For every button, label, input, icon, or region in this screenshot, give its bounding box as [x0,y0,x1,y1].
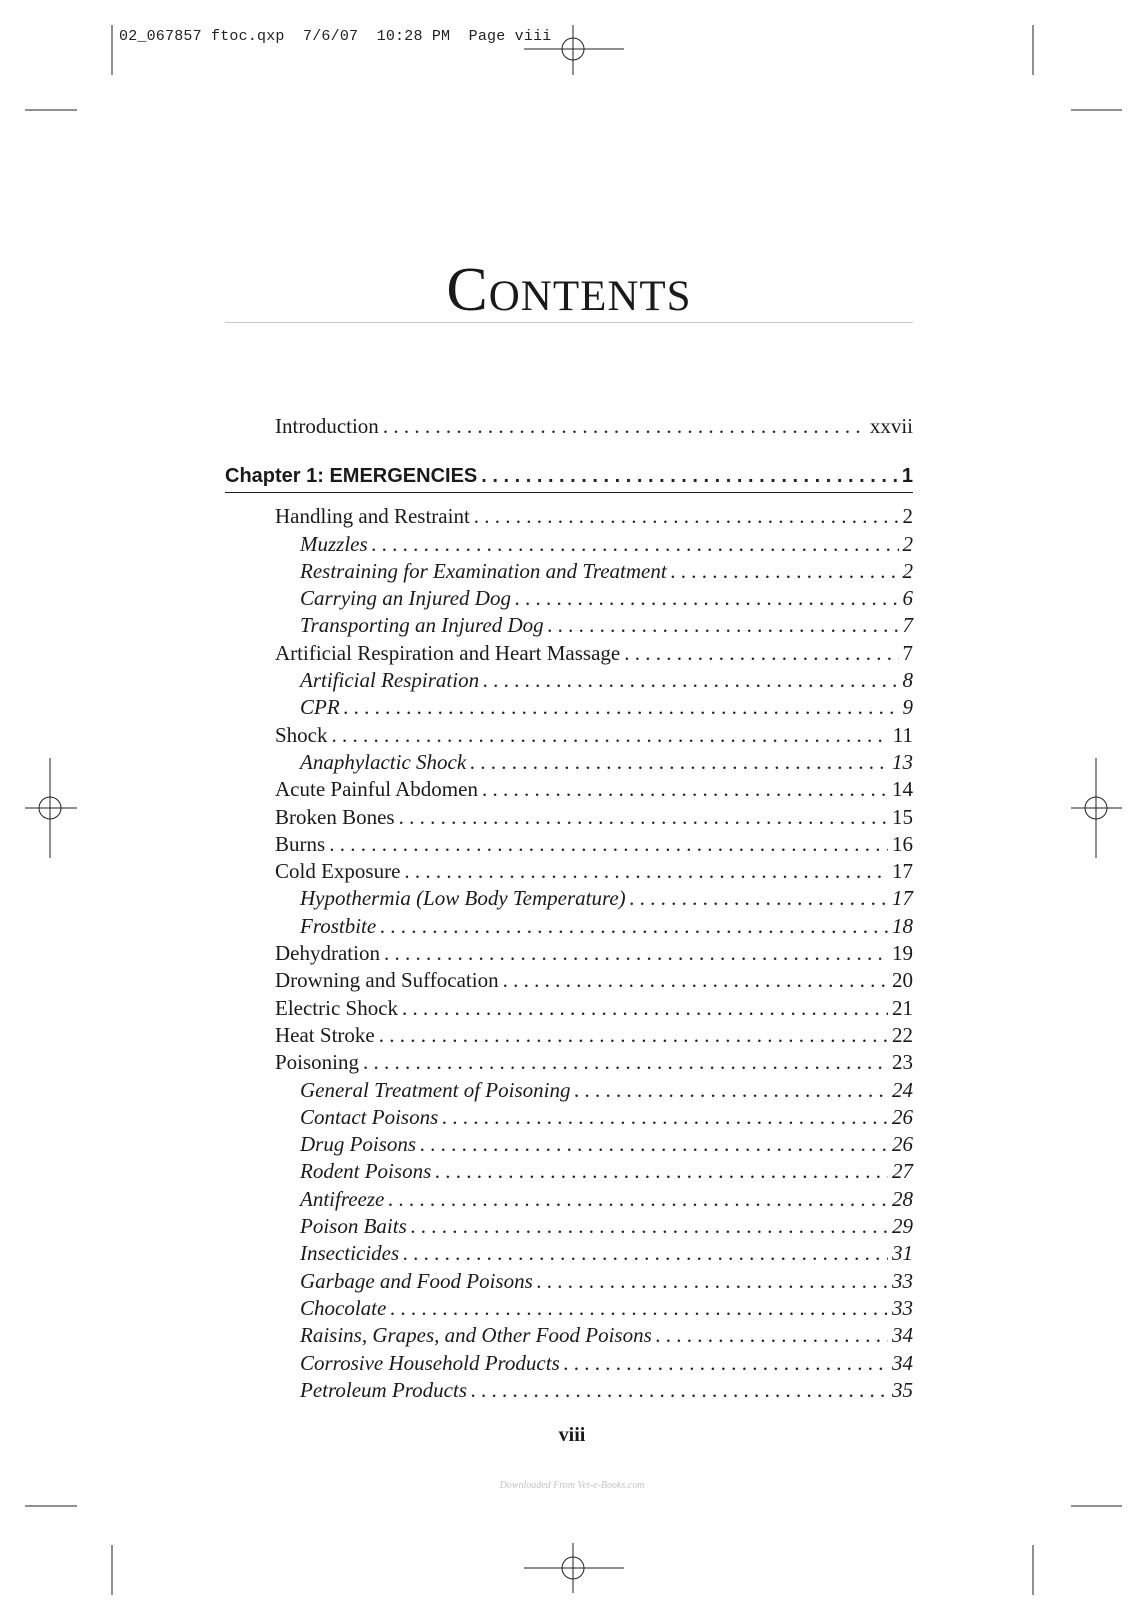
page-title: Contents [446,256,692,324]
toc-entry[interactable] [225,1213,913,1240]
toc-entry-page: 26 [892,1132,913,1157]
toc-entry-label: Raisins, Grapes, and Other Food Poisons [300,1323,652,1348]
toc-entry-label: Cold Exposure [275,859,401,884]
toc-entry-label: Handling and Restraint [275,504,470,529]
dot-leader [329,831,888,858]
toc-entry-label: Dehydration [275,941,380,966]
dot-leader [379,1022,888,1049]
dot-leader [332,722,889,749]
dot-leader [363,1049,888,1076]
toc-entry[interactable] [225,1295,913,1322]
toc-entry-label: Petroleum Products [300,1377,467,1402]
dot-leader [372,531,899,558]
toc-entry[interactable] [225,694,913,721]
toc-entry-label: Electric Shock [275,995,399,1020]
dot-leader [503,967,888,994]
dot-leader [574,1077,888,1104]
chapter-page: 1 [901,465,913,488]
toc-entry[interactable] [225,1022,913,1049]
toc-entry-label: Burns [275,831,326,856]
toc-entry-label: Artificial Respiration [300,668,480,693]
toc-entry-page: 16 [892,831,913,856]
toc-entry-page: 27 [892,1159,913,1184]
toc-entry[interactable] [225,1104,913,1131]
toc-entry[interactable] [225,995,913,1022]
toc-entry[interactable] [225,1077,913,1104]
toc-entry[interactable] [225,858,913,885]
toc-entry-page: 33 [892,1268,913,1293]
toc-entry-page: 9 [902,695,913,720]
toc-entry[interactable] [225,776,913,803]
dot-leader [384,940,888,967]
toc-entry[interactable] [225,913,913,940]
dot-leader [656,1322,888,1349]
toc-entry-page: 18 [892,913,913,938]
dot-leader [388,1186,888,1213]
toc-entry-page: 7 [902,613,913,638]
toc-entry-label: Restraining for Examination and Treatment [300,558,667,583]
toc-entry-list [225,503,913,1404]
toc-entry-page: 35 [892,1377,913,1402]
toc-entry-label: Acute Painful Abdomen [275,777,478,802]
toc-entry-page: 23 [892,1050,913,1075]
toc-entry[interactable] [225,1240,913,1267]
toc-entry-label: Hypothermia (Low Body Temperature) [300,886,626,911]
toc-entry[interactable] [225,1131,913,1158]
dot-leader [624,640,898,667]
toc-entry[interactable] [225,1377,913,1404]
toc-entry-label: Poison Baits [300,1214,407,1239]
dot-leader [481,462,898,490]
toc-entry-label: Poisoning [275,1050,360,1075]
toc-entry[interactable] [225,722,913,749]
toc-entry-label: Introduction [275,414,379,438]
dot-leader [390,1295,888,1322]
toc-entry-page: 17 [892,886,913,911]
toc-entry[interactable] [225,503,913,530]
toc-entry-label: CPR [300,695,340,720]
toc-entry-label: Contact Poisons [300,1104,439,1129]
dot-leader [630,885,888,912]
toc-entry[interactable] [225,640,913,667]
toc-entry[interactable] [225,967,913,994]
toc-entry[interactable] [225,831,913,858]
toc-entry-page: 2 [902,558,913,583]
toc-entry-page: 2 [902,504,913,529]
toc-entry-label: Insecticides [300,1241,400,1266]
toc-entry[interactable] [225,749,913,776]
toc-entry[interactable] [225,585,913,612]
toc-entry-label: Drug Poisons [300,1132,417,1157]
toc-entry-label: Frostbite [300,913,377,938]
toc-entry-page: 33 [892,1295,913,1320]
toc-entry-page: 11 [892,722,913,747]
dot-leader [383,413,866,440]
dot-leader [404,858,888,885]
dot-leader [564,1350,888,1377]
dot-leader [483,667,898,694]
toc-entry[interactable] [225,1049,913,1076]
toc-entry-label: Antifreeze [300,1186,385,1211]
toc-entry-label: Shock [275,722,328,747]
toc-entry-label: Anaphylactic Shock [300,749,467,774]
toc-entry[interactable] [225,804,913,831]
toc-entry-label: Carrying an Injured Dog [300,586,511,611]
dot-leader [442,1104,888,1131]
toc-entry-label: Corrosive Household Products [300,1350,560,1375]
toc-entry-label: Heat Stroke [275,1022,375,1047]
toc-entry-page: 7 [902,640,913,665]
toc-entry[interactable] [225,1186,913,1213]
toc-entry-page: 17 [892,859,913,884]
toc-entry-page: 20 [892,968,913,993]
dot-leader [470,749,888,776]
dot-leader [399,804,888,831]
dot-leader [474,503,899,530]
table-of-contents [225,413,913,1404]
toc-entry-page: 14 [892,777,913,802]
dot-leader [471,1377,888,1404]
toc-entry[interactable] [225,885,913,912]
toc-entry-label: Rodent Poisons [300,1159,432,1184]
toc-entry-page: 34 [892,1323,913,1348]
toc-entry-label: General Treatment of Poisoning [300,1077,571,1102]
toc-entry-page: 21 [892,995,913,1020]
toc-entry-page: 19 [892,941,913,966]
toc-entry[interactable] [225,1158,913,1185]
dot-leader [420,1131,888,1158]
toc-entry-page: 15 [892,804,913,829]
dot-leader [537,1268,888,1295]
toc-entry-label: Drowning and Suffocation [275,968,499,993]
title-rule [225,322,913,323]
toc-entry[interactable] [225,531,913,558]
dot-leader [548,612,899,639]
chapter-label: Chapter 1: EMERGENCIES [225,465,478,488]
print-slug: 02_067857 ftoc.qxp 7/6/07 10:28 PM Page viii [119,28,552,45]
toc-entry[interactable] [225,558,913,585]
toc-entry[interactable] [225,940,913,967]
toc-entry-introduction[interactable] [225,413,913,440]
dot-leader [380,913,888,940]
toc-entry-page: 6 [902,586,913,611]
toc-entry-label: Transporting an Injured Dog [300,613,544,638]
dot-leader [411,1213,888,1240]
toc-entry-page: 34 [892,1350,913,1375]
dot-leader [515,585,899,612]
toc-entry-page: 28 [892,1186,913,1211]
dot-leader [402,995,888,1022]
toc-entry[interactable] [225,1322,913,1349]
dot-leader [403,1240,888,1267]
toc-entry-page: 13 [892,749,913,774]
toc-entry-label: Artificial Respiration and Heart Massage [275,640,621,665]
toc-entry[interactable] [225,667,913,694]
toc-entry-label: Garbage and Food Poisons [300,1268,533,1293]
toc-entry-page: 31 [892,1241,913,1266]
toc-entry-page: 2 [902,531,913,556]
toc-entry-page: 22 [892,1022,913,1047]
toc-chapter-heading[interactable] [225,462,913,493]
toc-entry[interactable] [225,1350,913,1377]
toc-entry-page: xxvii [869,414,913,438]
page-number: viii [558,1424,586,1446]
dot-leader [671,558,899,585]
toc-entry-page: 24 [892,1077,913,1102]
toc-entry[interactable] [225,612,913,639]
dot-leader [435,1158,888,1185]
watermark: Downloaded From Vet-e-Books.com [499,1480,645,1491]
dot-leader [482,776,888,803]
toc-entry-page: 8 [902,668,913,693]
dot-leader [344,694,899,721]
toc-entry[interactable] [225,1268,913,1295]
toc-entry-label: Chocolate [300,1295,387,1320]
toc-entry-page: 29 [892,1214,913,1239]
toc-entry-page: 26 [892,1104,913,1129]
toc-entry-label: Broken Bones [275,804,395,829]
toc-entry-label: Muzzles [300,531,368,556]
